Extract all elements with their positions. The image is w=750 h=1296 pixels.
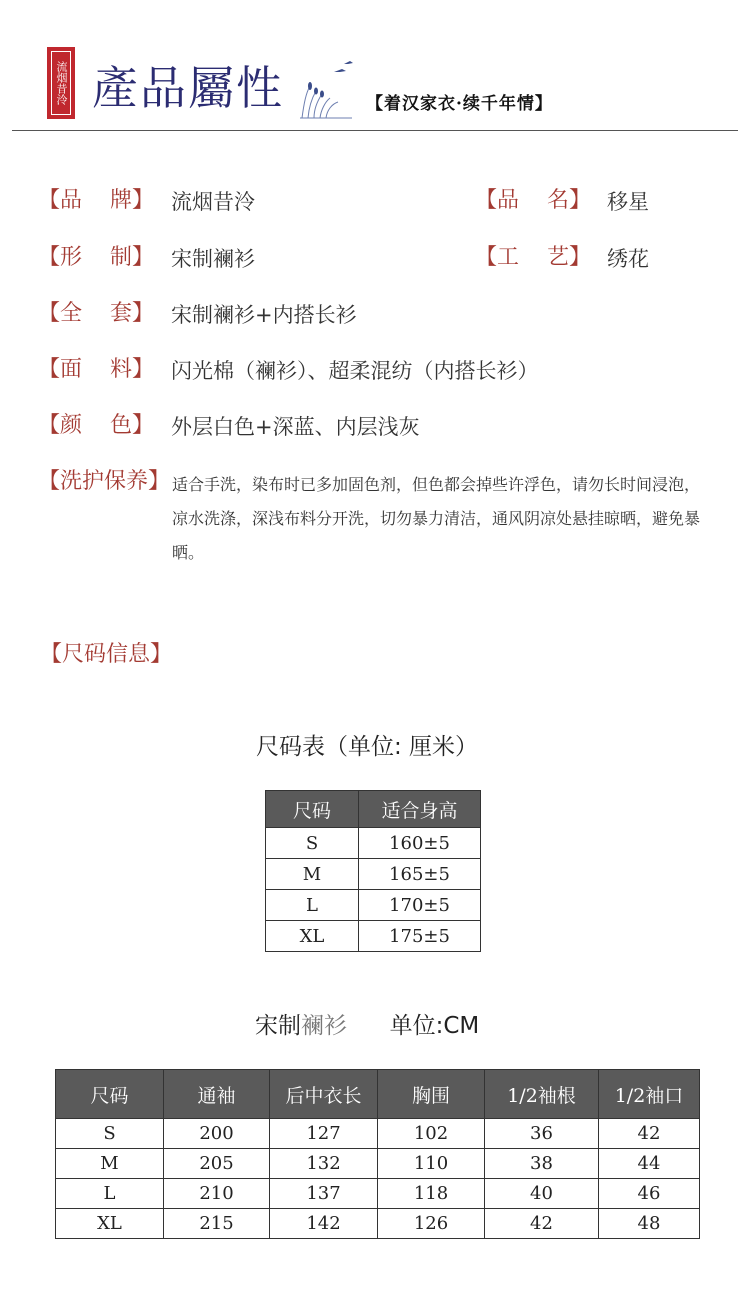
care-label: 【洗护保养】 [38,469,171,494]
size-height-table [265,790,481,952]
table-cell: 200 [164,1119,270,1149]
table-cell: 42 [485,1209,599,1239]
caption-unit: 单位:CM [389,1013,480,1039]
table-cell: 132 [270,1149,378,1179]
set-value: 宋制襕衫+内搭长衫 [171,303,357,327]
table-row [266,921,481,952]
table-cell: 46 [599,1179,700,1209]
table-header-row [56,1070,700,1119]
color-value: 外层白色+深蓝、内层浅灰 [171,415,420,439]
column-header: 尺码 [266,791,359,828]
table-cell: M [56,1149,164,1179]
table-cell: 36 [485,1119,599,1149]
table-cell: XL [266,921,359,952]
table-cell: 44 [599,1149,700,1179]
table-cell: L [266,890,359,921]
table-cell: 142 [270,1209,378,1239]
column-header: 尺码 [56,1070,164,1119]
table-cell: 137 [270,1179,378,1209]
column-header: 适合身高 [359,791,481,828]
craft-value: 绣花 [607,247,649,271]
table-row [56,1179,700,1209]
brand-value: 流烟昔泠 [171,190,255,214]
fabric-label: 【面 料】 [38,357,154,382]
table-cell: L [56,1179,164,1209]
column-header: 1/2袖根 [485,1070,599,1119]
seal-text: 流烟昔泠 [51,51,71,115]
table-cell: 210 [164,1179,270,1209]
style-value: 宋制襕衫 [171,247,255,271]
table-header-row [266,791,481,828]
table-cell: 215 [164,1209,270,1239]
table-row [266,828,481,859]
color-label: 【颜 色】 [38,413,154,438]
table-cell: S [266,828,359,859]
table-cell: 102 [378,1119,485,1149]
table-cell: 127 [270,1119,378,1149]
reed-bird-decoration-icon [292,58,362,120]
column-header: 后中衣长 [270,1070,378,1119]
style-label: 【形 制】 [38,245,154,270]
table-cell: 165±5 [359,859,481,890]
table-row [56,1119,700,1149]
table-cell: 48 [599,1209,700,1239]
care-instructions: 适合手洗，染布时已多加固色剂，但色都会掉些许浮色，请勿长时间浸泡，凉水洗涤，深浅布料分开洗，切勿暴力清洁，通风阴凉处悬挂晾晒，避免暴晒。 [172,475,701,562]
header-divider [12,130,738,131]
table-cell: S [56,1119,164,1149]
size-table-caption: 尺码表（单位: 厘米） [256,734,479,760]
page-title: 產品屬性 [92,61,284,115]
caption-style: 宋制 [255,1013,301,1039]
table-cell: 40 [485,1179,599,1209]
table-cell: 110 [378,1149,485,1179]
table-cell: 42 [599,1119,700,1149]
product-name-label: 【品 名】 [475,188,591,213]
column-header: 1/2袖口 [599,1070,700,1119]
brand-seal [47,47,75,119]
column-header: 通袖 [164,1070,270,1119]
table-cell: 205 [164,1149,270,1179]
table-cell: 170±5 [359,890,481,921]
table-row [266,890,481,921]
garment-measurement-table [55,1069,700,1239]
craft-label: 【工 艺】 [475,245,591,270]
product-name-value: 移星 [607,190,649,214]
table-cell: 118 [378,1179,485,1209]
table-cell: 38 [485,1149,599,1179]
column-header: 胸围 [378,1070,485,1119]
table-cell: 175±5 [359,921,481,952]
table-cell: M [266,859,359,890]
brand-label: 【品 牌】 [38,188,154,213]
table-row [266,859,481,890]
table-cell: XL [56,1209,164,1239]
table-row [56,1149,700,1179]
caption-garment: 襕衫 [301,1013,347,1039]
size-section-title: 【尺码信息】 [40,642,173,667]
table-cell: 126 [378,1209,485,1239]
set-label: 【全 套】 [38,301,154,326]
table-cell: 160±5 [359,828,481,859]
garment-table-caption [255,1011,479,1041]
fabric-value: 闪光棉（襕衫）、超柔混纺（内搭长衫） [171,359,539,383]
slogan: 【着汉家衣·续千年情】 [366,94,553,114]
table-row [56,1209,700,1239]
